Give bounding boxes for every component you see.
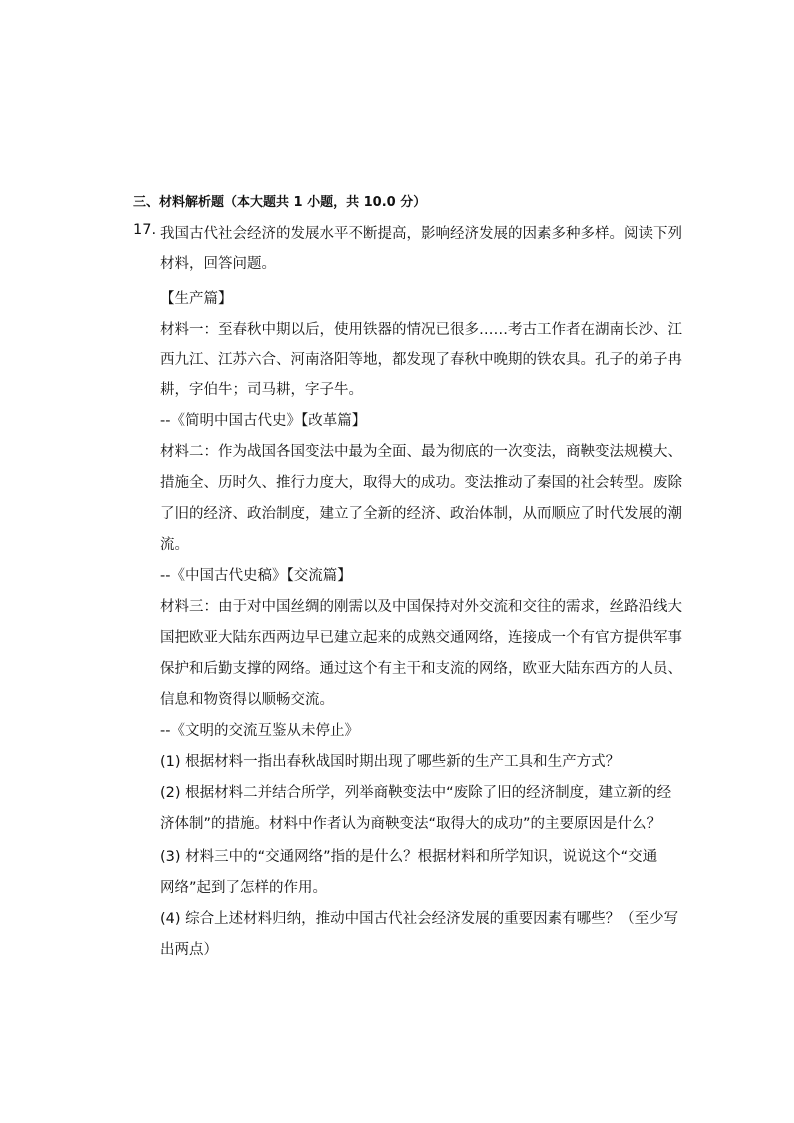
question-text-line: 我国古代社会经济的发展水平不断提高，影响经济发展的因素多种多样。阅读下列: [160, 226, 682, 242]
material-three-line: 国把欧亚大陆东西两边早已建立起来的成熟交通网络，连接成一个有官方提供军事: [160, 630, 682, 646]
sub-question-3: (3) 材料三中的“交通网络”指的是什么？根据材料和所学知识，说说这个“交通: [160, 849, 658, 865]
sub-question-4: (4) 综合上述材料归纳，推动中国古代社会经济发展的重要因素有哪些？（至少写: [160, 911, 679, 927]
material-one-line: 西九江、江苏六合、河南洛阳等地，都发现了春秋中晚期的铁农具。孔子的弟子冉: [160, 352, 682, 368]
section-title: 三、材料解析题（本大题共 1 小题，共 10.0 分）: [133, 195, 427, 210]
source-citation: --《文明的交流互鉴从未停止》: [160, 723, 359, 739]
sub-question-1: (1) 根据材料一指出春秋战国时期出现了哪些新的生产工具和生产方式？: [160, 754, 621, 770]
material-two-line: 措施全、历时久、推行力度大，取得大的成功。变法推动了秦国的社会转型。废除: [160, 475, 682, 491]
sub-question-2: 济体制”的措施。材料中作者认为商鞅变法“取得大的成功”的主要原因是什么？: [160, 816, 662, 832]
source-citation: --《中国古代史稿》【交流篇】: [160, 568, 352, 584]
sub-question-4: 出两点）: [160, 942, 218, 958]
material-one-line: 耕，字伯牛；司马耕，字子牛。: [160, 382, 363, 398]
material-two-line: 了旧的经济、政治制度，建立了全新的经济、政治体制，从而顺应了时代发展的潮: [160, 506, 682, 522]
material-one-line: 材料一：至春秋中期以后，使用铁器的情况已很多……考古工作者在湖南长沙、江: [160, 322, 682, 338]
material-three-line: 材料三：由于对中国丝绸的刚需以及中国保持对外交流和交往的需求，丝路沿线大: [160, 599, 682, 615]
section-heading-production: 【生产篇】: [160, 291, 233, 307]
question-text-line: 材料，回答问题。: [160, 256, 276, 272]
material-two-line: 材料二：作为战国各国变法中最为全面、最为彻底的一次变法，商鞅变法规模大、: [160, 444, 682, 460]
sub-question-2: (2) 根据材料二并结合所学，列举商鞅变法中“废除了旧的经济制度，建立新的经: [160, 785, 672, 801]
material-three-line: 信息和物资得以顺畅交流。: [160, 692, 334, 708]
sub-question-3: 网络”起到了怎样的作用。: [160, 880, 328, 896]
material-three-line: 保护和后勤支撑的网络。通过这个有主干和支流的网络，欧亚大陆东西方的人员、: [160, 661, 682, 677]
question-number: 17.: [133, 222, 157, 238]
source-citation: --《简明中国古代史》【改革篇】: [160, 413, 367, 429]
material-two-line: 流。: [160, 537, 189, 553]
